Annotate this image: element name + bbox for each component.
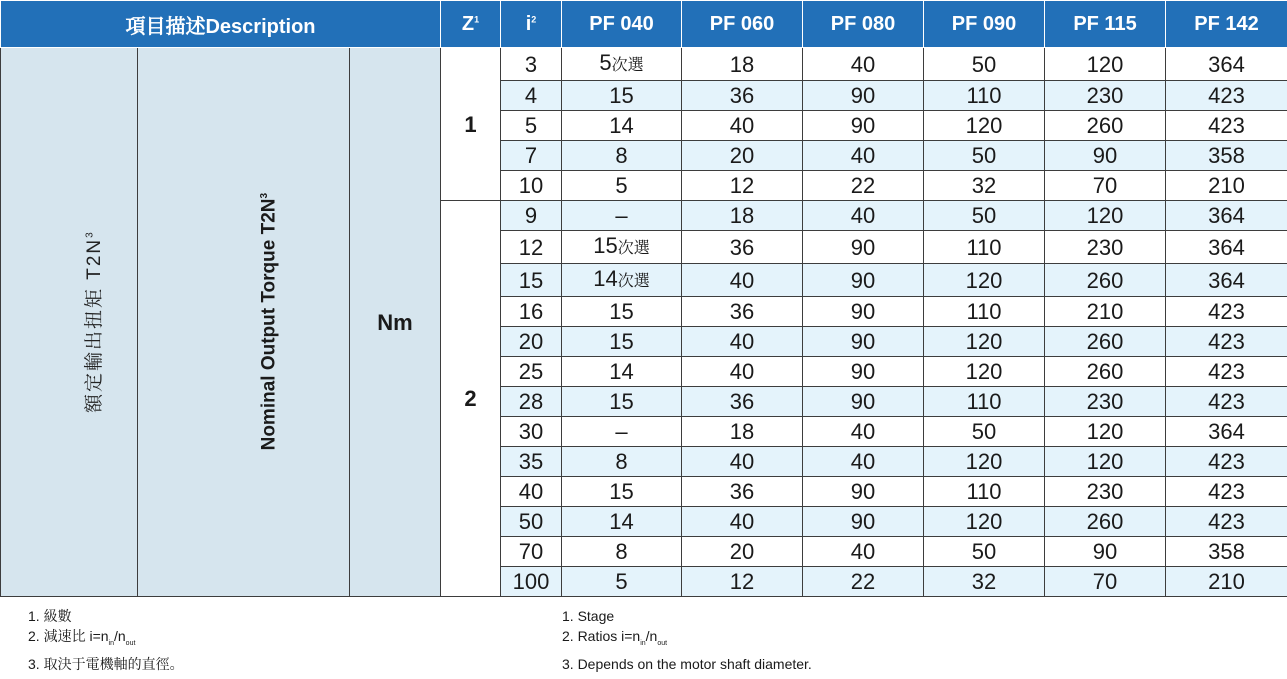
header-model-pf080: PF 080 bbox=[803, 1, 924, 48]
torque-value-cell: 260 bbox=[1045, 507, 1166, 537]
ratio-cell: 70 bbox=[501, 537, 562, 567]
header-row bbox=[1, 1, 1287, 48]
torque-value-cell: 40 bbox=[682, 264, 803, 297]
optional-note: 次選 bbox=[617, 273, 650, 290]
ratio-cell: 4 bbox=[501, 81, 562, 111]
ratio-cell: 3 bbox=[501, 48, 562, 81]
torque-value-cell: 70 bbox=[1045, 171, 1166, 201]
torque-value-cell: 90 bbox=[803, 111, 924, 141]
torque-value-cell: 423 bbox=[1166, 507, 1287, 537]
torque-value-cell: 230 bbox=[1045, 231, 1166, 264]
torque-value-cell: 120 bbox=[924, 507, 1045, 537]
torque-value-cell: 364 bbox=[1166, 264, 1287, 297]
torque-value-cell: 5 bbox=[562, 171, 682, 201]
footnotes-chinese bbox=[28, 606, 184, 674]
torque-value-cell: 32 bbox=[924, 171, 1045, 201]
torque-value-cell: 230 bbox=[1045, 81, 1166, 111]
torque-value-cell: 90 bbox=[803, 507, 924, 537]
ratio-cell: 100 bbox=[501, 567, 562, 597]
torque-value-cell: 120 bbox=[924, 111, 1045, 141]
ratio-cell: 50 bbox=[501, 507, 562, 537]
chinese-label: 額定輸出扭矩 $T2N^3$ bbox=[84, 230, 106, 414]
torque-value-cell: 90 bbox=[803, 264, 924, 297]
stage-cell: 2 bbox=[441, 201, 501, 597]
torque-value-cell: 423 bbox=[1166, 477, 1287, 507]
torque-value-cell: 90 bbox=[1045, 537, 1166, 567]
torque-value-cell: – bbox=[562, 201, 682, 231]
torque-value-cell: 90 bbox=[803, 477, 924, 507]
header-model-pf040: PF 040 bbox=[562, 1, 682, 48]
torque-value-cell: 15 bbox=[562, 327, 682, 357]
header-model-pf142: PF 142 bbox=[1166, 1, 1287, 48]
torque-value-cell: 40 bbox=[803, 447, 924, 477]
torque-value-cell: 260 bbox=[1045, 327, 1166, 357]
torque-value-cell: 110 bbox=[924, 81, 1045, 111]
torque-value-cell bbox=[562, 48, 682, 81]
torque-value-cell: 90 bbox=[803, 231, 924, 264]
torque-value-cell: 40 bbox=[682, 507, 803, 537]
torque-value-cell: 36 bbox=[682, 387, 803, 417]
torque-value-cell: 20 bbox=[682, 537, 803, 567]
torque-value-cell: 210 bbox=[1045, 297, 1166, 327]
torque-value-cell: 15 bbox=[562, 297, 682, 327]
ratio-cell: 30 bbox=[501, 417, 562, 447]
torque-value-cell bbox=[562, 264, 682, 297]
chinese-label-cell bbox=[1, 48, 138, 597]
torque-value-cell: 70 bbox=[1045, 567, 1166, 597]
torque-value-cell: 90 bbox=[803, 387, 924, 417]
header-i: $i^2$ bbox=[501, 1, 562, 48]
torque-value-cell: 40 bbox=[803, 201, 924, 231]
header-z: $Z^1$ bbox=[441, 1, 501, 48]
torque-value-cell: 18 bbox=[682, 417, 803, 447]
torque-value-cell: 36 bbox=[682, 231, 803, 264]
unit-cell: Nm bbox=[350, 48, 441, 597]
torque-value-cell: 90 bbox=[803, 327, 924, 357]
footnote-3-cn: 3. 取決于電機軸的直徑。 bbox=[28, 655, 184, 672]
torque-value-cell: 423 bbox=[1166, 357, 1287, 387]
footnote-2-cn: 2. 減速比 $i=n_{in}/n_{out}$ bbox=[28, 628, 136, 647]
torque-value-cell: 50 bbox=[924, 537, 1045, 567]
torque-value-cell: 260 bbox=[1045, 264, 1166, 297]
header-description: 項目描述Description bbox=[1, 1, 441, 48]
torque-value-cell: 423 bbox=[1166, 81, 1287, 111]
torque-value-cell: 40 bbox=[803, 537, 924, 567]
torque-value-cell: 230 bbox=[1045, 387, 1166, 417]
torque-value-cell: 36 bbox=[682, 477, 803, 507]
torque-value-cell: 260 bbox=[1045, 357, 1166, 387]
torque-value-cell: 50 bbox=[924, 417, 1045, 447]
torque-value-cell: 423 bbox=[1166, 327, 1287, 357]
torque-value-cell: 18 bbox=[682, 201, 803, 231]
ratio-cell: 7 bbox=[501, 141, 562, 171]
table-row bbox=[1, 48, 1287, 81]
torque-value-cell: 423 bbox=[1166, 111, 1287, 141]
torque-value-cell: 364 bbox=[1166, 417, 1287, 447]
torque-value-cell: 120 bbox=[924, 357, 1045, 387]
torque-value-cell: 364 bbox=[1166, 231, 1287, 264]
torque-value-cell: 210 bbox=[1166, 567, 1287, 597]
ratio-cell: 25 bbox=[501, 357, 562, 387]
torque-value-cell: 90 bbox=[803, 357, 924, 387]
header-model-pf060: PF 060 bbox=[682, 1, 803, 48]
torque-value-cell bbox=[562, 231, 682, 264]
footnotes-english bbox=[562, 606, 812, 674]
torque-value-cell: 18 bbox=[682, 48, 803, 81]
ratio-cell: 5 bbox=[501, 111, 562, 141]
footnote-3-en: 3. Depends on the motor shaft diameter. bbox=[562, 655, 812, 672]
optional-note: 次選 bbox=[611, 57, 644, 74]
torque-value-cell: 40 bbox=[682, 111, 803, 141]
ratio-cell: 9 bbox=[501, 201, 562, 231]
ratio-cell: 16 bbox=[501, 297, 562, 327]
torque-value-cell: 358 bbox=[1166, 537, 1287, 567]
torque-value-cell: 50 bbox=[924, 201, 1045, 231]
torque-value-cell: 50 bbox=[924, 141, 1045, 171]
torque-value-cell: 230 bbox=[1045, 477, 1166, 507]
torque-value-cell: 423 bbox=[1166, 447, 1287, 477]
torque-value: 14 bbox=[593, 266, 618, 291]
torque-value-cell: 120 bbox=[924, 447, 1045, 477]
torque-value-cell: 120 bbox=[1045, 48, 1166, 81]
torque-value-cell: 120 bbox=[1045, 447, 1166, 477]
torque-value-cell: 110 bbox=[924, 477, 1045, 507]
torque-value-cell: 8 bbox=[562, 447, 682, 477]
torque-value-cell: 90 bbox=[803, 81, 924, 111]
torque-value-cell: 20 bbox=[682, 141, 803, 171]
torque-value-cell: 110 bbox=[924, 231, 1045, 264]
torque-value-cell: 15 bbox=[562, 81, 682, 111]
torque-value-cell: 22 bbox=[803, 171, 924, 201]
torque-value-cell: 15 bbox=[562, 387, 682, 417]
torque-value-cell: 110 bbox=[924, 297, 1045, 327]
torque-value-cell: 40 bbox=[803, 141, 924, 171]
ratio-cell: 10 bbox=[501, 171, 562, 201]
torque-value-cell: 364 bbox=[1166, 48, 1287, 81]
torque-value-cell: 12 bbox=[682, 171, 803, 201]
torque-value-cell: 32 bbox=[924, 567, 1045, 597]
torque-value-cell: 90 bbox=[803, 297, 924, 327]
english-label-cell bbox=[138, 48, 350, 597]
ratio-cell: 40 bbox=[501, 477, 562, 507]
footnote-2-en: 2. Ratios $i=n_{in}/n_{out}$ bbox=[562, 628, 668, 647]
torque-value-cell: 40 bbox=[682, 327, 803, 357]
header-model-pf115: PF 115 bbox=[1045, 1, 1166, 48]
torque-value-cell: 210 bbox=[1166, 171, 1287, 201]
footnote-1-en: 1. Stage bbox=[562, 608, 615, 624]
ratio-cell: 28 bbox=[501, 387, 562, 417]
torque-value-cell: 364 bbox=[1166, 201, 1287, 231]
torque-value-cell: 260 bbox=[1045, 111, 1166, 141]
torque-value: 15 bbox=[593, 233, 618, 258]
torque-value: 5 bbox=[599, 50, 612, 75]
torque-value-cell: 15 bbox=[562, 477, 682, 507]
torque-value-cell: 40 bbox=[682, 357, 803, 387]
torque-value-cell: 40 bbox=[803, 417, 924, 447]
torque-value-cell: 14 bbox=[562, 111, 682, 141]
footnote-1-cn: 1. 級數 bbox=[28, 608, 72, 624]
torque-value-cell: 36 bbox=[682, 297, 803, 327]
torque-value-cell: 423 bbox=[1166, 387, 1287, 417]
torque-value-cell: 22 bbox=[803, 567, 924, 597]
stage-cell: 1 bbox=[441, 48, 501, 201]
torque-value-cell: 14 bbox=[562, 357, 682, 387]
torque-value-cell: 120 bbox=[1045, 201, 1166, 231]
header-model-pf090: PF 090 bbox=[924, 1, 1045, 48]
torque-value-cell: 12 bbox=[682, 567, 803, 597]
optional-note: 次選 bbox=[617, 240, 650, 257]
torque-value-cell: 8 bbox=[562, 141, 682, 171]
torque-value-cell: 120 bbox=[924, 264, 1045, 297]
torque-value-cell: 423 bbox=[1166, 297, 1287, 327]
torque-value-cell: 120 bbox=[1045, 417, 1166, 447]
torque-value-cell: 40 bbox=[682, 447, 803, 477]
ratio-cell: 20 bbox=[501, 327, 562, 357]
torque-value-cell: 110 bbox=[924, 387, 1045, 417]
ratio-cell: 15 bbox=[501, 264, 562, 297]
torque-value-cell: 40 bbox=[803, 48, 924, 81]
torque-value-cell: 90 bbox=[1045, 141, 1166, 171]
torque-value-cell: 50 bbox=[924, 48, 1045, 81]
torque-value-cell: – bbox=[562, 417, 682, 447]
torque-value-cell: 5 bbox=[562, 567, 682, 597]
ratio-cell: 35 bbox=[501, 447, 562, 477]
torque-value-cell: 358 bbox=[1166, 141, 1287, 171]
torque-value-cell: 120 bbox=[924, 327, 1045, 357]
torque-value-cell: 14 bbox=[562, 507, 682, 537]
torque-value-cell: 36 bbox=[682, 81, 803, 111]
ratio-cell: 12 bbox=[501, 231, 562, 264]
torque-value-cell: 8 bbox=[562, 537, 682, 567]
english-label: Nominal Output Torque $T2N^3$ bbox=[258, 193, 280, 451]
